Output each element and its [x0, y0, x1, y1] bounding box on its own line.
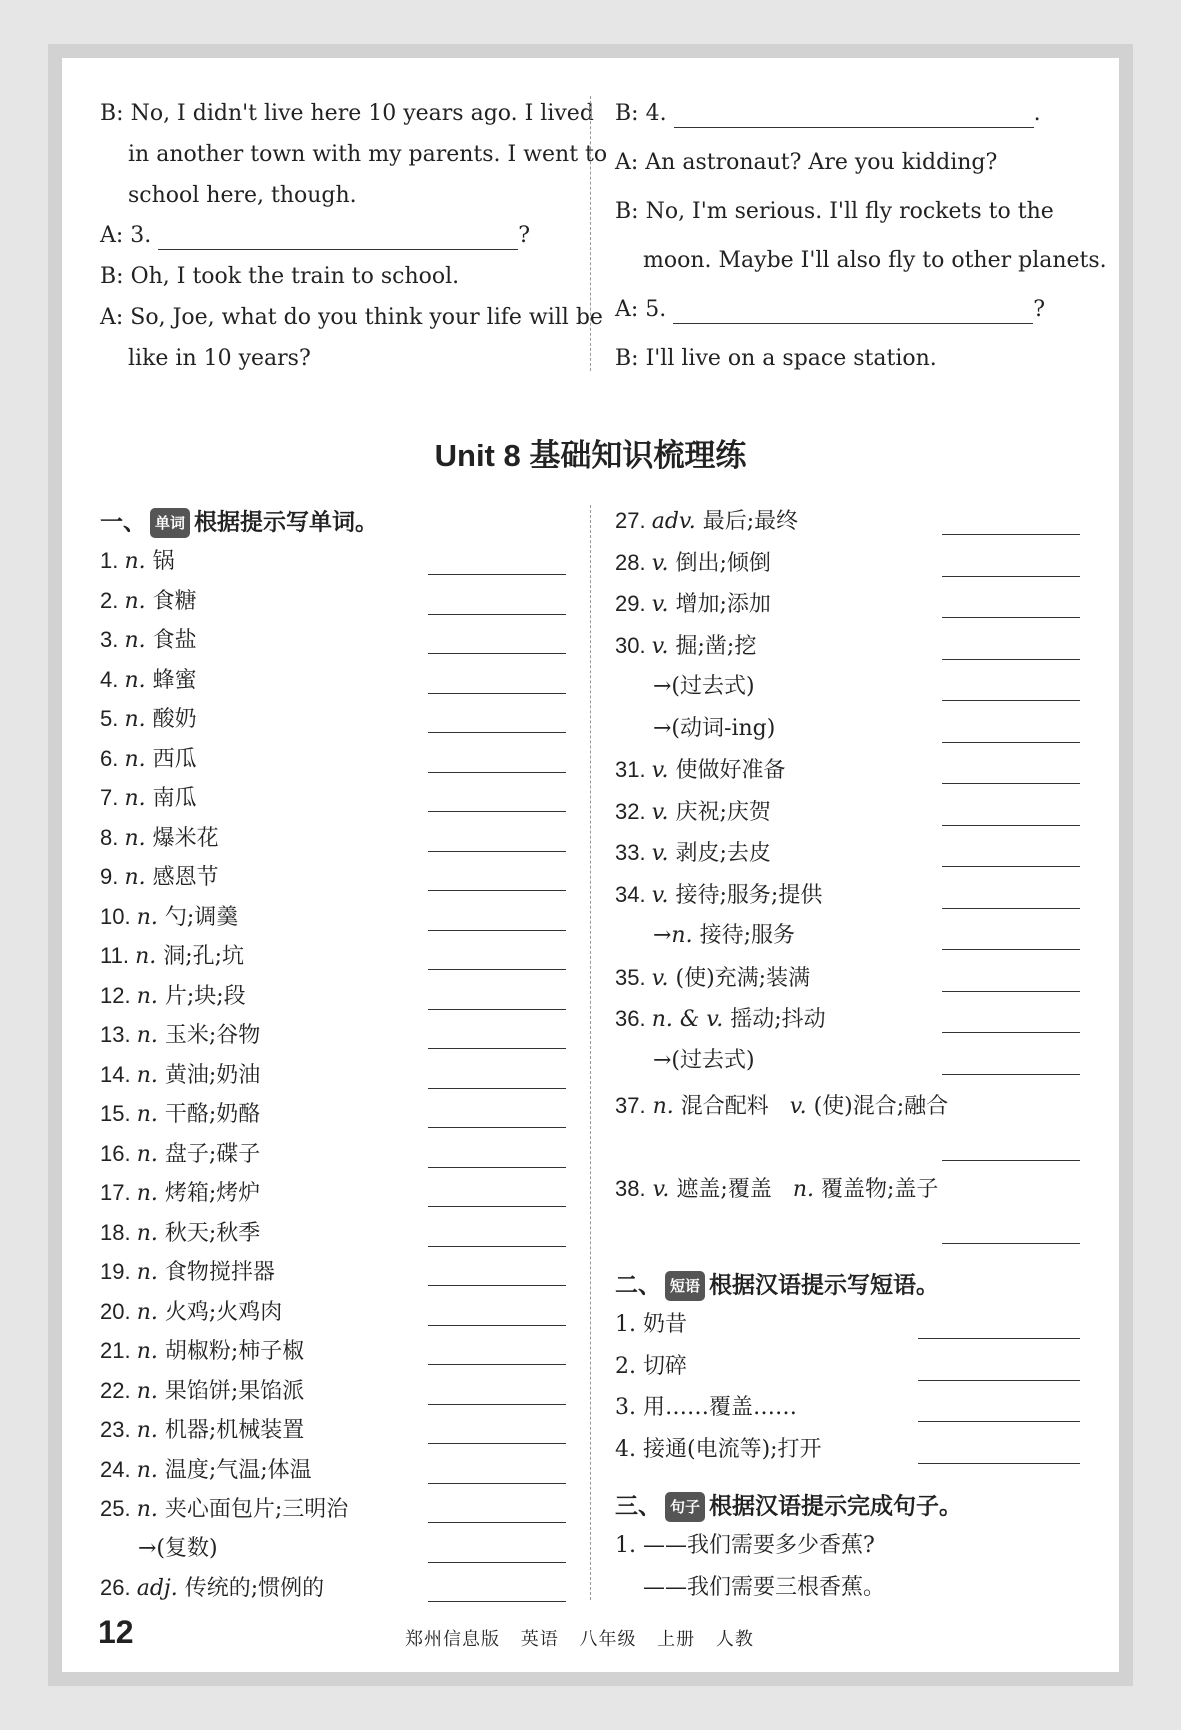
answer-blank[interactable]: [942, 659, 1080, 660]
column-divider: [590, 505, 591, 1600]
chinese-hint: 剥皮;去皮: [675, 841, 771, 866]
pos: n.: [136, 1299, 165, 1325]
dialogue-question-5: [615, 296, 1045, 324]
chinese-hint: 食盐: [152, 628, 197, 653]
vocab-item: [100, 705, 197, 734]
item-number: 22.: [100, 1377, 137, 1403]
chinese-hint: 食糖: [152, 588, 197, 614]
pos: n.: [136, 1062, 165, 1088]
answer-blank[interactable]: [918, 1380, 1080, 1381]
pos: n.: [136, 1457, 165, 1483]
answer-blank[interactable]: [428, 851, 566, 852]
item-number: 5.: [100, 706, 125, 731]
pos: v.: [651, 550, 676, 576]
chinese-hint: 机器;机械装置: [164, 1418, 305, 1443]
answer-blank[interactable]: [942, 1032, 1080, 1033]
pos: n.: [136, 1260, 165, 1285]
punct: ?: [518, 223, 531, 248]
answer-blank[interactable]: [428, 1483, 566, 1484]
dialogue-label: A: 5.: [615, 297, 667, 322]
item-number: 27.: [615, 508, 652, 533]
phrase-item: 3. 用……覆盖……: [615, 1395, 797, 1420]
answer-blank[interactable]: [428, 772, 566, 773]
chinese-hint: 果馅饼;果馅派: [164, 1378, 305, 1404]
vocab-item: [100, 745, 197, 774]
answer-blank[interactable]: [942, 866, 1080, 867]
phrase-item: 1. 奶昔: [615, 1312, 687, 1337]
item-number: 11.: [100, 943, 136, 968]
pos: v.: [651, 799, 676, 825]
item-number: 28.: [615, 549, 652, 575]
answer-blank[interactable]: [942, 908, 1080, 909]
pos: n.: [124, 707, 153, 732]
chinese-hint: 最后;最终: [702, 509, 799, 534]
vocab-item: [653, 715, 775, 743]
item-number: 19.: [100, 1259, 137, 1284]
chinese-hint: →(过去式): [653, 1047, 755, 1073]
section-number: 三、: [615, 1493, 661, 1520]
pos: n.: [124, 746, 153, 772]
answer-blank[interactable]: [942, 949, 1080, 950]
answer-blank[interactable]: [428, 653, 566, 654]
answer-blank[interactable]: [428, 1048, 566, 1049]
answer-blank[interactable]: [942, 1074, 1080, 1075]
vocab-item: [100, 982, 246, 1011]
vocab-item: [615, 839, 771, 868]
answer-blank[interactable]: [428, 574, 566, 575]
vocab-item: [100, 1416, 304, 1445]
dialogue-line: B: No, I didn't live here 10 years ago. I lived: [100, 101, 594, 126]
answer-blank[interactable]: [428, 1522, 566, 1523]
vocab-item: [100, 1337, 304, 1366]
vocab-item: [100, 626, 197, 655]
phrase-item: 4. 接通(电流等);打开: [615, 1436, 822, 1462]
chinese-hint: 蜂蜜: [152, 667, 197, 693]
answer-blank[interactable]: [942, 991, 1080, 992]
chinese-hint: 洞;孔;坑: [163, 944, 245, 969]
section-tag: 句子: [665, 1492, 705, 1522]
item-number: 20.: [100, 1298, 137, 1324]
pos: n.: [652, 1094, 674, 1119]
dialogue-question-3: [100, 222, 530, 250]
vocab-item: [138, 1535, 218, 1563]
pos: v.: [651, 882, 676, 908]
chinese-hint: 秋天;秋季: [164, 1220, 261, 1246]
answer-blank[interactable]: [918, 1338, 1080, 1339]
dialogue-label: A: 3.: [100, 223, 152, 248]
dialogue-line: B: I'll live on a space station.: [615, 346, 937, 371]
item-number: 25.: [100, 1496, 137, 1521]
vocab-item: [100, 903, 238, 932]
chinese-hint: →(过去式): [653, 674, 755, 699]
item-number: 26.: [100, 1575, 137, 1600]
chinese-hint: 酸奶: [152, 707, 197, 732]
item-number: 34.: [615, 881, 652, 907]
sentence-line: 1. ——我们需要多少香蕉?: [615, 1533, 875, 1558]
pos: v.: [651, 965, 676, 991]
vocab-item: [100, 942, 244, 971]
section-tag: 单词: [150, 508, 190, 538]
section-instruction: 根据提示写单词。: [194, 509, 379, 536]
chinese-hint: (使)混合;融合: [813, 1094, 949, 1119]
vocab-item: [100, 1574, 324, 1603]
pos: n.: [792, 1177, 814, 1202]
chinese-hint: 食物搅拌器: [164, 1260, 275, 1285]
chinese-hint: 干酪;奶酪: [164, 1102, 261, 1127]
vocab-item: [100, 824, 219, 853]
pos: v.: [651, 758, 676, 783]
dialogue-line: in another town with my parents. I went to: [128, 142, 608, 167]
pos: v.: [651, 841, 676, 866]
chinese-hint: →(动词-ing): [653, 715, 776, 741]
chinese-hint: 接待;服务;提供: [675, 882, 823, 908]
vocab-item: [100, 1495, 348, 1524]
chinese-hint: 夹心面包片;三明治: [164, 1497, 349, 1522]
chinese-hint: 增加;添加: [675, 592, 771, 617]
pos: v.: [789, 1094, 807, 1119]
pos: n.: [136, 1497, 165, 1522]
section-tag: 短语: [665, 1271, 705, 1301]
pos: adj.: [136, 1576, 185, 1601]
answer-blank[interactable]: [918, 1421, 1080, 1422]
answer-blank[interactable]: [942, 576, 1080, 577]
chinese-hint: 片;块;段: [164, 983, 246, 1009]
vocab-item: [100, 1021, 260, 1050]
chinese-hint: 爆米花: [152, 825, 219, 851]
item-number: 33.: [615, 840, 652, 865]
footer-info: 郑州信息版 英语 八年级 上册 人教: [405, 1629, 754, 1650]
item-number: 1.: [100, 548, 125, 573]
section-instruction: 根据汉语提示完成句子。: [709, 1493, 963, 1520]
item-number: 36.: [615, 1006, 652, 1031]
answer-blank[interactable]: [158, 229, 518, 250]
chinese-hint: 西瓜: [152, 746, 197, 772]
answer-blank[interactable]: [942, 700, 1080, 701]
answer-blank[interactable]: [428, 732, 566, 733]
chinese-hint: 胡椒粉;柿子椒: [164, 1339, 305, 1364]
item-number: 23.: [100, 1417, 137, 1442]
punct: .: [1033, 101, 1041, 126]
answer-blank[interactable]: [428, 1206, 566, 1207]
answer-blank[interactable]: [428, 614, 566, 615]
pos: n.: [136, 904, 165, 930]
chinese-hint: 遮盖;覆盖: [676, 1177, 772, 1202]
item-number: 17.: [100, 1180, 137, 1205]
vocab-item: [615, 881, 822, 910]
vocab-item-37: [615, 1092, 948, 1121]
pos: n.: [124, 865, 153, 890]
pos: n.: [136, 983, 165, 1009]
pos: n.: [136, 1181, 165, 1206]
dialogue-line: A: An astronaut? Are you kidding?: [615, 150, 998, 175]
chinese-hint: 使做好准备: [675, 758, 786, 783]
pos: n.: [135, 944, 164, 969]
item-number: 15.: [100, 1101, 137, 1126]
vocab-item: [615, 590, 771, 619]
item-number: 38.: [615, 1176, 646, 1201]
answer-blank[interactable]: [428, 1443, 566, 1444]
pos: →n.: [653, 923, 700, 948]
vocab-item: [100, 1377, 304, 1406]
answer-blank[interactable]: [918, 1463, 1080, 1464]
item-number: 16.: [100, 1140, 137, 1166]
section-number: 二、: [615, 1272, 661, 1299]
vocab-item: [100, 587, 197, 616]
pos: n.: [136, 1141, 165, 1167]
pos: n.: [124, 549, 153, 574]
pos: n.: [124, 667, 153, 693]
pos: n.: [136, 1102, 165, 1127]
vocab-item: [100, 863, 219, 892]
vocab-item: [100, 1179, 260, 1208]
pos: adv.: [651, 509, 703, 534]
item-number: 7.: [100, 785, 125, 810]
pos: n.: [136, 1378, 165, 1404]
answer-blank[interactable]: [428, 969, 566, 970]
pos: n.: [124, 588, 153, 614]
dialogue-line: A: So, Joe, what do you think your life will be: [100, 305, 603, 330]
vocab-item: [100, 1219, 260, 1248]
item-number: 37.: [615, 1093, 646, 1118]
answer-blank[interactable]: [428, 1009, 566, 1010]
chinese-hint: 黄油;奶油: [164, 1062, 261, 1088]
dialogue-line: like in 10 years?: [128, 346, 311, 371]
chinese-hint: 玉米;谷物: [164, 1023, 261, 1048]
item-number: 12.: [100, 982, 137, 1008]
answer-blank[interactable]: [428, 1127, 566, 1128]
answer-blank[interactable]: [428, 1285, 566, 1286]
vocab-item: [615, 798, 771, 827]
item-number: 10.: [100, 903, 137, 929]
vocab-item: [100, 1061, 260, 1090]
chinese-hint: →(复数): [138, 1535, 218, 1561]
vocab-item: [615, 507, 798, 536]
dialogue-label: B: 4.: [615, 101, 667, 126]
dialogue-question-4: [615, 100, 1041, 128]
dialogue-line: B: Oh, I took the train to school.: [100, 264, 460, 289]
pos: n.: [124, 786, 153, 811]
section-number: 一、: [100, 509, 146, 536]
answer-blank[interactable]: [428, 693, 566, 694]
section-instruction: 根据汉语提示写短语。: [709, 1272, 940, 1299]
answer-blank[interactable]: [942, 783, 1080, 784]
item-number: 9.: [100, 864, 125, 889]
vocab-item: [100, 1140, 260, 1169]
pos: n.: [136, 1023, 165, 1048]
chinese-hint: 盘子;碟子: [164, 1141, 261, 1167]
chinese-hint: 温度;气温;体温: [164, 1457, 312, 1483]
vocab-item: [653, 1047, 755, 1075]
chinese-hint: 覆盖物;盖子: [820, 1177, 939, 1202]
vocab-item: [100, 784, 197, 813]
item-number: 4.: [100, 666, 125, 692]
vocab-item: [653, 922, 795, 950]
page-number: 12: [98, 1614, 134, 1650]
section-heading-sentences: [615, 1492, 962, 1522]
dialogue-line: B: No, I'm serious. I'll fly rockets to the: [615, 199, 1054, 224]
item-number: 32.: [615, 798, 652, 824]
vocab-item: [100, 1100, 260, 1129]
item-number: 8.: [100, 824, 125, 850]
item-number: 14.: [100, 1061, 137, 1087]
vocab-item: [100, 1456, 312, 1485]
pos: n.: [136, 1418, 165, 1443]
chinese-hint: (使)充满;装满: [675, 965, 811, 991]
dialogue-line: school here, though.: [128, 183, 357, 208]
answer-blank[interactable]: [428, 1404, 566, 1405]
answer-blank[interactable]: [428, 890, 566, 891]
answer-blank[interactable]: [428, 1601, 566, 1602]
pos: n.: [136, 1220, 165, 1246]
answer-blank[interactable]: [673, 303, 1033, 324]
vocab-item: [100, 1298, 282, 1327]
section-heading-phrases: [615, 1271, 939, 1301]
vocab-item: [615, 632, 756, 661]
chinese-hint: 火鸡;火鸡肉: [164, 1299, 283, 1325]
vocab-item: [653, 673, 755, 701]
item-number: 3.: [100, 627, 125, 652]
pos: n.: [136, 1339, 165, 1364]
vocab-item: [100, 547, 175, 576]
pos: n.: [124, 825, 153, 851]
chinese-hint: 混合配料: [680, 1094, 769, 1119]
answer-blank[interactable]: [942, 1243, 1080, 1244]
item-number: 18.: [100, 1219, 137, 1245]
answer-blank[interactable]: [942, 742, 1080, 743]
item-number: 2.: [100, 587, 125, 613]
vocab-item-38: [615, 1175, 938, 1204]
answer-blank[interactable]: [428, 1325, 566, 1326]
item-number: 24.: [100, 1456, 137, 1482]
answer-blank[interactable]: [428, 1562, 566, 1563]
vocab-item: [615, 1005, 826, 1034]
chinese-hint: 庆祝;庆贺: [675, 799, 771, 825]
item-number: 6.: [100, 745, 125, 771]
chinese-hint: 掘;凿;挖: [675, 633, 757, 659]
chinese-hint: 接待;服务: [699, 923, 796, 948]
answer-blank[interactable]: [942, 825, 1080, 826]
vocab-item: [100, 1258, 275, 1287]
pos: v.: [651, 633, 676, 659]
pos: n. & v.: [651, 1007, 731, 1032]
pos: n.: [124, 628, 153, 653]
chinese-hint: 南瓜: [152, 786, 197, 811]
answer-blank[interactable]: [942, 617, 1080, 618]
vocab-item: [100, 666, 197, 695]
item-number: 29.: [615, 591, 652, 616]
page-title: Unit 8 基础知识梳理练: [434, 438, 747, 473]
pos: v.: [652, 1177, 670, 1202]
vocab-item: [615, 549, 771, 578]
chinese-hint: 烤箱;烤炉: [164, 1181, 261, 1206]
pos: v.: [651, 592, 676, 617]
phrase-item: 2. 切碎: [615, 1353, 687, 1379]
item-number: 35.: [615, 964, 652, 990]
answer-blank[interactable]: [428, 930, 566, 931]
answer-blank[interactable]: [428, 1088, 566, 1089]
vocab-item: [615, 964, 810, 993]
item-number: 13.: [100, 1022, 137, 1047]
answer-blank[interactable]: [428, 1364, 566, 1365]
answer-blank[interactable]: [428, 811, 566, 812]
answer-blank[interactable]: [942, 1160, 1080, 1161]
item-number: 31.: [615, 757, 652, 782]
answer-blank[interactable]: [942, 534, 1080, 535]
answer-blank[interactable]: [428, 1246, 566, 1247]
item-number: 30.: [615, 632, 652, 658]
punct: ?: [1033, 297, 1046, 322]
chinese-hint: 摇动;抖动: [730, 1007, 826, 1032]
chinese-hint: 锅: [152, 549, 175, 574]
chinese-hint: 倒出;倾倒: [675, 550, 771, 576]
dialogue-line: moon. Maybe I'll also fly to other planets.: [643, 248, 1107, 273]
item-number: 21.: [100, 1338, 137, 1363]
vocab-item: [615, 756, 786, 785]
sentence-line: ——我们需要三根香蕉。: [643, 1575, 886, 1600]
chinese-hint: 传统的;惯例的: [184, 1576, 325, 1601]
section-heading-words: [100, 508, 378, 538]
chinese-hint: 勺;调羹: [164, 904, 239, 930]
chinese-hint: 感恩节: [152, 865, 219, 890]
column-divider: [590, 96, 591, 371]
answer-blank[interactable]: [674, 107, 1034, 128]
answer-blank[interactable]: [428, 1167, 566, 1168]
